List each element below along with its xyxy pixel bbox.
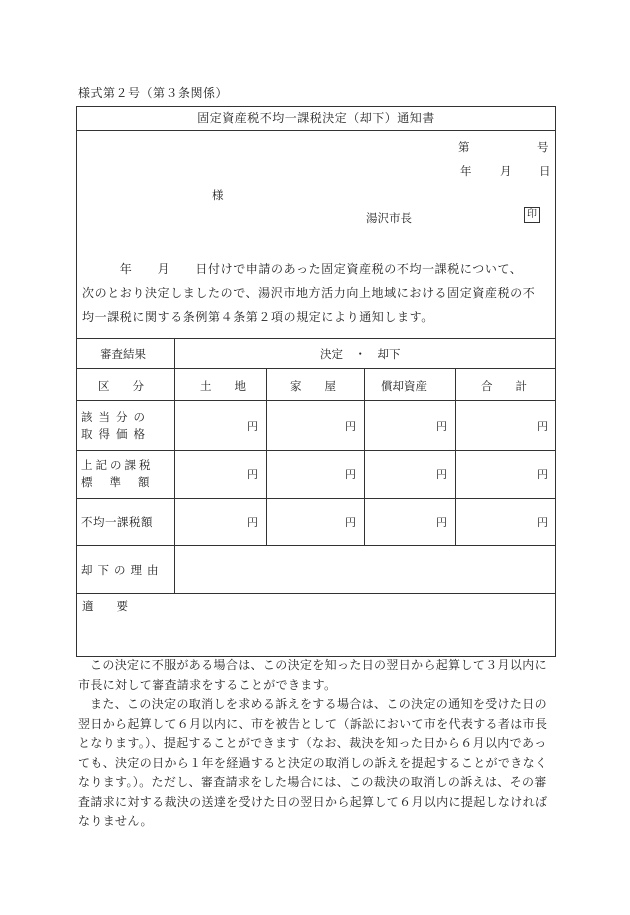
body-line-1: 年 月 日付けで申請のあった固定資産税の不均一課税について、	[82, 262, 523, 276]
yen-unit: 円	[345, 420, 356, 433]
row-rule	[76, 593, 556, 594]
yen-unit: 円	[345, 468, 356, 481]
yen-unit: 円	[537, 468, 548, 481]
form-label: 様式第２号（第３条関係）	[78, 86, 229, 100]
row-rule	[76, 498, 556, 499]
rejection-reason-label: 却下の理由	[81, 563, 164, 577]
appeal-note-2: また、この決定の取消しを求める訴えをする場合は、この決定の通知を受けた日の翌日から起算して６月以内に、市を被告として（訴訟において市を代表する者は市長となります。）、提起することができます（なお、裁決を知った日から６月以内であっても、決定の日から１年を経過すると決定の取消しの訴えを提起することができなくなります。）。ただし、審査請求をした場合には、この裁決の取消しの訴えは、その審査請求に対する裁決の送達を受けた日の翌日から起算して６月以内に提起しなければなりません。	[78, 697, 548, 828]
appeal-notes	[78, 656, 556, 832]
header-depreciable-assets: 償却資産	[381, 379, 427, 393]
header-building: 家 屋	[290, 379, 336, 393]
yen-unit: 円	[537, 516, 548, 529]
review-result-label: 審査結果	[100, 347, 146, 361]
appeal-note-1: この決定に不服がある場合は、この決定を知った日の翌日から起算して３月以内に市長に対して審査請求をすることができます。	[78, 658, 547, 692]
column-rule	[174, 338, 175, 593]
yen-unit: 円	[247, 516, 258, 529]
row-label-acquisition-price: 該当分の 取得価格	[81, 410, 151, 441]
row-rule	[76, 545, 556, 546]
table-top-rule	[76, 338, 556, 339]
seal-stamp: 印	[524, 207, 540, 223]
review-result-options: 決定 ・ 却下	[320, 347, 401, 361]
header-land: 土 地	[200, 379, 246, 393]
yen-unit: 円	[345, 516, 356, 529]
addressee-suffix: 様	[212, 188, 224, 202]
notice-body	[82, 257, 548, 329]
row-label-tax-standard: 上記の課税 標準額	[81, 458, 167, 489]
row-rule	[76, 400, 556, 401]
yen-unit: 円	[247, 468, 258, 481]
date-month: 月	[500, 164, 512, 178]
document-title: 固定資産税不均一課税決定（却下）通知書	[76, 106, 556, 131]
header-category: 区 分	[98, 379, 144, 393]
yen-unit: 円	[436, 420, 447, 433]
date-day: 日	[539, 164, 551, 178]
summary-label: 適 要	[82, 599, 128, 613]
yen-unit: 円	[247, 420, 258, 433]
yen-unit: 円	[436, 516, 447, 529]
issuer-name: 湯沢市長	[366, 211, 412, 225]
number-prefix: 第	[458, 140, 470, 154]
body-line-2: 次のとおり決定しましたので、湯沢市地方活力向上地域における固定資産税の不	[82, 286, 536, 300]
column-rule	[364, 368, 365, 545]
column-rule	[266, 368, 267, 545]
row-rule	[76, 368, 556, 369]
column-rule	[455, 368, 456, 545]
body-line-3: 均一課税に関する条例第４条第２項の規定により通知します。	[82, 310, 434, 324]
number-suffix: 号	[537, 140, 549, 154]
row-rule	[76, 450, 556, 451]
yen-unit: 円	[436, 468, 447, 481]
yen-unit: 円	[537, 420, 548, 433]
row-label-non-uniform-tax: 不均一課税額	[81, 515, 153, 529]
header-total: 合 計	[481, 379, 527, 393]
date-year: 年	[460, 164, 472, 178]
